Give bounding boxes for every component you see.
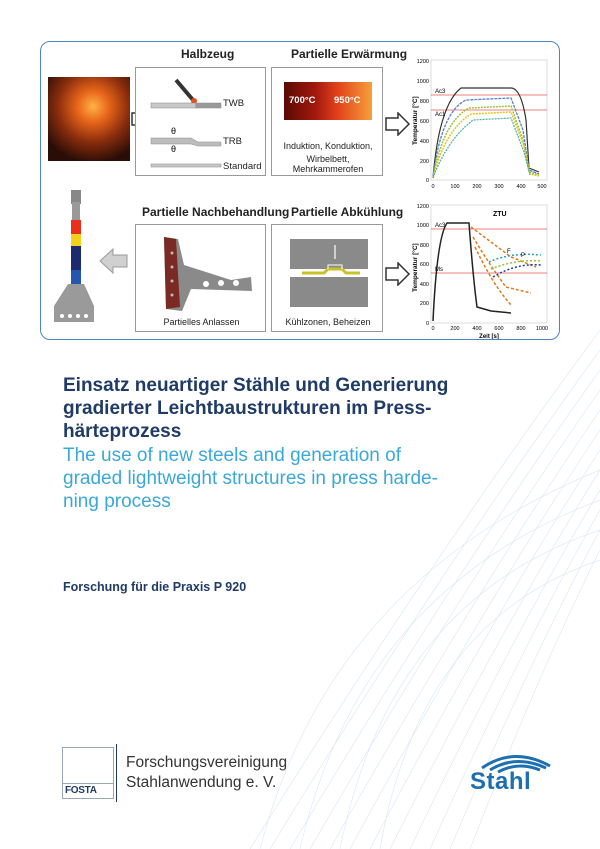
organization-line: Stahlanwendung e. V. [126,774,277,791]
chart-top-marker-ac3: Ac3 [435,89,446,95]
chart-bottom-marker-f: F [507,249,511,255]
fosta-logo-text: FOSTA [65,785,97,796]
title-english-line: The use of new steels and generation of [63,445,402,466]
erwaermung-title: Partielle Erwärmung [291,47,408,61]
erwaermung-caption-1: Induktion, Konduktion, [283,141,373,151]
chart-top-ytick: 200 [419,159,429,165]
chart-bottom-ytick: 200 [419,301,429,307]
abkuehlung-title: Partielle Abkühlung [291,205,404,219]
chart-bottom-xtick: 1000 [535,326,549,332]
erwaermung-caption-2: Wirbelbett, Mehrkammerofen [292,154,364,174]
abkuehlung-box [271,224,383,332]
chart-top-xtick: 200 [472,184,482,190]
chart-top-xtick: 400 [516,184,526,190]
chart-top-xtick: 100 [450,184,460,190]
organization-line: Forschungsvereinigung [126,754,288,771]
heating-temperature-chart [411,50,553,192]
title-german [63,374,533,443]
chart-top-ytick: 400 [419,139,429,145]
furnace-photo [48,77,130,161]
title-german-line: härteprozess [63,421,182,442]
temp-700: 700°C [289,95,316,106]
chart-bottom-ytick: 1000 [416,223,429,229]
logo-divider [116,744,117,802]
chart-bottom-title: ZTU [493,211,507,218]
chart-bottom-ytick: 0 [425,321,429,327]
label-standard: Standard [223,161,262,172]
chart-bottom-marker-ac3: Ac3 [435,223,446,229]
chart-bottom-xtick: 600 [494,326,504,332]
chart-bottom-ytick: 1200 [416,204,429,210]
nachbehandlung-caption: Partielles Anlassen [163,317,240,327]
chart-bottom-xlabel: Zeit [s] [479,334,499,339]
chart-top-ytick: 800 [419,99,429,105]
abkuehlung-caption: Kühlzonen, Beheizen [285,317,371,327]
title-english-line: ning process [63,491,171,512]
chart-bottom-xtick: 200 [450,326,460,332]
halbzeug-box [135,67,266,176]
svg-text:θ: θ [171,126,177,136]
arrow-right-icon [385,262,411,286]
temp-950: 950°C [334,95,361,106]
chart-top-ytick: 0 [425,178,429,184]
title-english-line: graded lightweight structures in press harde- [63,468,438,489]
fosta-logo [62,747,114,799]
chart-bottom-ytick: 400 [419,282,429,288]
stahl-logo-text: Stahl [470,768,532,795]
chart-top-marker-ac1: Ac1 [435,112,446,118]
ztu-cooling-chart [411,197,553,339]
nachbehandlung-title: Partielle Nachbehandlung [142,205,290,219]
title-english [63,444,533,513]
chart-top-ytick: 600 [419,119,429,125]
chart-bottom-ytick: 600 [419,262,429,268]
erwaermung-box [271,67,383,176]
label-trb: TRB [223,136,242,147]
chart-top-ytick: 1000 [416,79,429,85]
chart-bottom-ytick: 800 [419,243,429,249]
chart-top-xtick: 0 [431,184,435,190]
series-label: Forschung für die Praxis P 920 [63,580,247,594]
label-twb: TWB [223,98,245,109]
chart-top-ylabel: Temperatur [°C] [412,96,419,145]
nachbehandlung-box [135,224,266,332]
title-german-line: gradierter Leichtbaustrukturen im Press- [63,398,432,419]
halbzeug-title: Halbzeug [181,47,235,61]
chart-bottom-ylabel: Temperatur [°C] [412,243,419,292]
chart-bottom-marker-p: P [521,253,526,259]
chart-top-ytick: 1200 [416,59,429,65]
chart-bottom-xtick: 0 [431,326,435,332]
arrow-right-icon [385,112,411,136]
chart-top-xtick: 300 [494,184,504,190]
title-german-line: Einsatz neuartiger Stähle und Generierung [63,375,449,396]
chart-top-xtick: 500 [537,184,547,190]
organization-name [126,753,287,793]
chart-bottom-xtick: 400 [472,326,482,332]
chart-bottom-xtick: 800 [516,326,526,332]
b-pillar-drawing [46,188,102,334]
arrow-left-icon [98,248,128,274]
chart-bottom-marker-ms: Ms [435,267,443,273]
svg-text:θ: θ [171,144,177,154]
